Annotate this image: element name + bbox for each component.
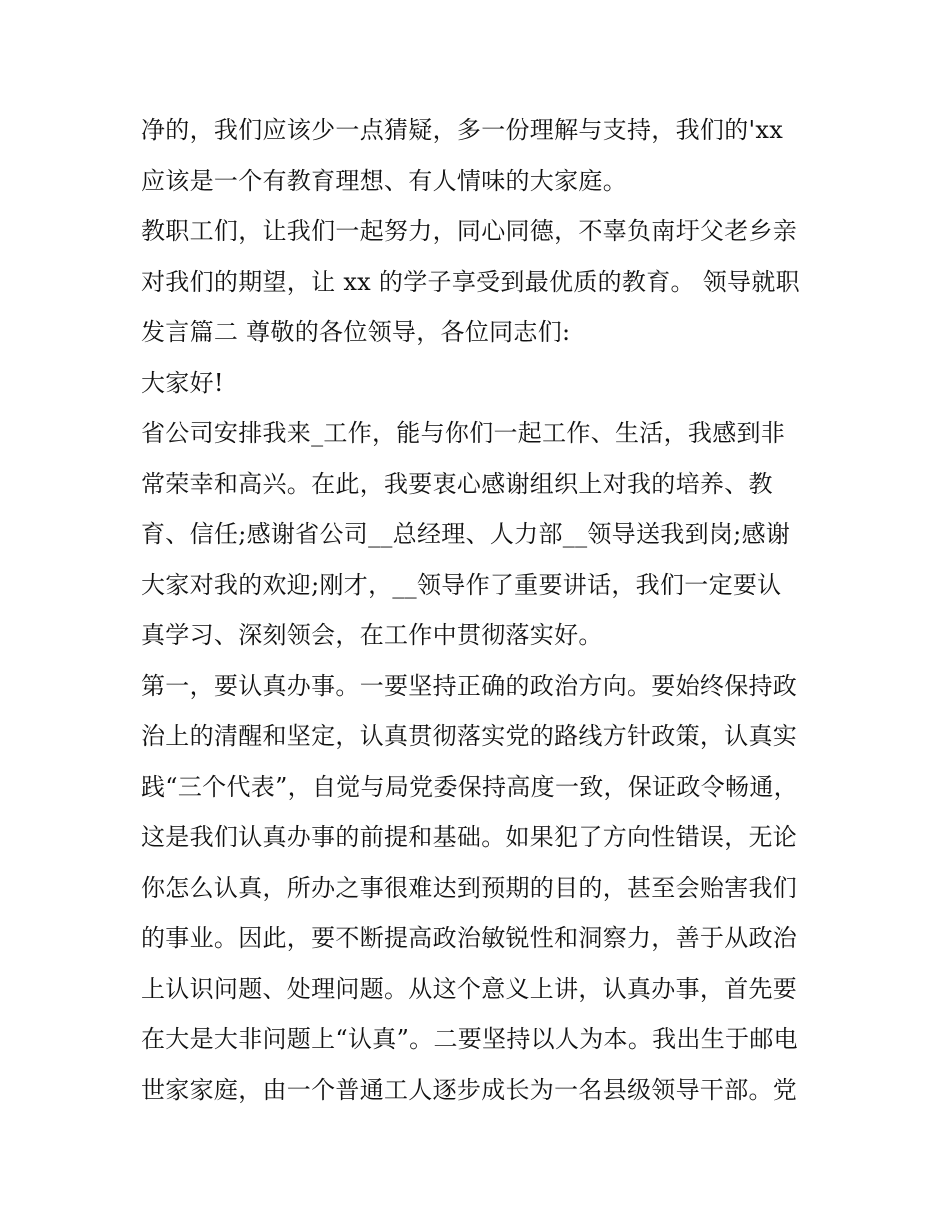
text-line: 这是我们认真办事的前提和基础。如果犯了方向性错误，无论 [141,823,798,851]
text-line: 对我们的期望，让 xx 的学子享受到最优质的教育。 领导就职 [141,268,800,296]
text-line: 真学习、深刻领会，在工作中贯彻落实好。 [141,621,603,649]
text-line: 践“三个代表”，自觉与局党委保持高度一致，保证政令畅通， [141,773,798,801]
text-line: 世家家庭，由一个普通工人逐步成长为一名县级领导干部。党 [141,1076,798,1104]
text-line: 发言篇二 尊敬的各位领导，各位同志们: [141,318,571,346]
text-line: 上认识问题、处理问题。从这个意义上讲，认真办事，首先要 [141,975,798,1003]
text-line: 大家好! [141,369,224,397]
text-line: 你怎么认真，所办之事很难达到预期的目的，甚至会贻害我们 [141,874,798,902]
text-line: 净的，我们应该少一点猜疑，多一份理解与支持，我们的'xx [141,116,784,144]
text-line: 应该是一个有教育理想、有人情味的大家庭。 [141,167,627,195]
text-line: 大家对我的欢迎;刚才，__领导作了重要讲话，我们一定要认 [141,571,782,599]
text-line: 教职工们，让我们一起努力，同心同德，不辜负南圩父老乡亲 [141,217,798,245]
text-line: 的事业。因此，要不断提高政治敏锐性和洞察力，善于从政治 [141,924,798,952]
text-line: 育、信任;感谢省公司__总经理、人力部__领导送我到岗;感谢 [141,520,791,548]
text-line: 在大是大非问题上“认真”。二要坚持以人为本。我出生于邮电 [141,1025,798,1053]
text-line: 常荣幸和高兴。在此，我要衷心感谢组织上对我的培养、教 [141,470,773,498]
text-line: 第一，要认真办事。一要坚持正确的政治方向。要始终保持政 [141,672,798,700]
text-line: 治上的清醒和坚定，认真贯彻落实党的路线方针政策，认真实 [141,722,798,750]
text-line: 省公司安排我来_工作，能与你们一起工作、生活，我感到非 [141,419,786,447]
